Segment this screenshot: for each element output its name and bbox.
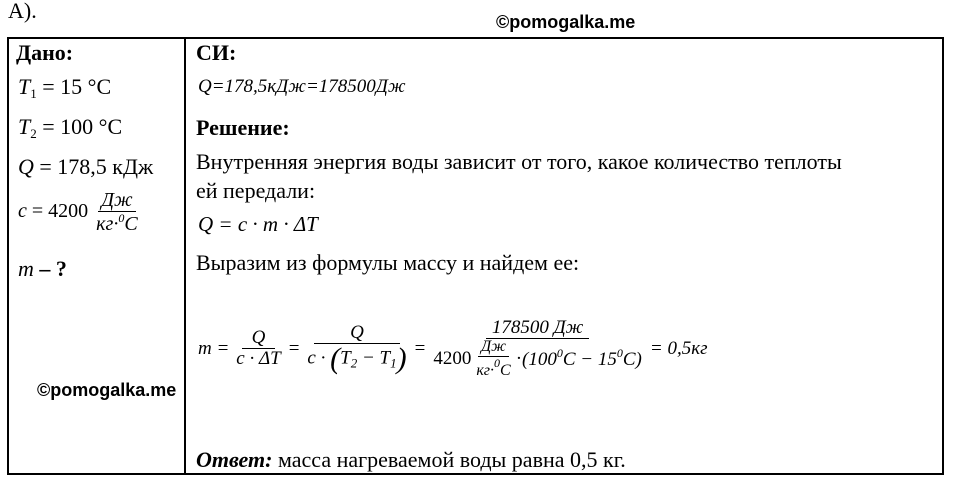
- fraction-3-unit-num: Дж: [478, 339, 509, 357]
- solution-formula: Q = c · m · ΔT: [198, 212, 318, 236]
- c-unit-fraction: [93, 190, 141, 235]
- watermark-top: ©pomogalka.me: [496, 12, 636, 32]
- t2-symbol: T: [18, 114, 31, 139]
- fraction-1-num: Q: [242, 328, 276, 349]
- fraction-3-coef: 4200: [433, 347, 472, 369]
- problem-label: А).: [8, 0, 37, 23]
- answer-line: [196, 447, 626, 473]
- t2-value: = 100 °C: [42, 114, 123, 139]
- fraction-2-t1-sub: 1: [390, 355, 397, 371]
- fraction-3-temp-c: C): [622, 349, 642, 371]
- t1-symbol: T: [18, 74, 31, 99]
- fraction-3-temp-sup-b: 0: [616, 346, 623, 361]
- mass-result: = 0,5кг: [649, 337, 708, 359]
- fraction-3-temp: [522, 347, 642, 371]
- fraction-2: $\frac{Q}{c \cdot (T_2 - T_1)}$: [307, 322, 407, 376]
- fraction-3-unit-sup: 0: [494, 355, 501, 370]
- fraction-3-temp-a: (100: [522, 349, 557, 371]
- watermark-bottom: ©pomogalka.me: [37, 380, 177, 400]
- given-t2: [18, 114, 122, 142]
- fraction-2-t1: T: [379, 347, 391, 369]
- given-c: [18, 190, 141, 235]
- mass-formula: [198, 318, 708, 379]
- column-divider: [184, 37, 186, 475]
- answer-text: масса нагреваемой воды равна 0,5 кг.: [272, 447, 626, 472]
- eq-1: =: [288, 337, 300, 359]
- answer-label: Ответ:: [196, 447, 273, 472]
- fraction-2-num: Q: [314, 323, 400, 344]
- given-q: [18, 154, 153, 180]
- given-title: Дано:: [16, 40, 74, 65]
- given-t1: [18, 74, 111, 102]
- given-find: [18, 256, 67, 282]
- c-unit-den: кг·: [96, 213, 119, 235]
- find-text: – ?: [39, 256, 67, 281]
- t2-sub: 2: [30, 126, 37, 141]
- c-unit-den2: C: [124, 213, 138, 235]
- solution-text-2: ей передали:: [196, 178, 316, 203]
- fraction-1: [233, 328, 283, 370]
- find-symbol: m: [18, 256, 34, 281]
- fraction-3: 178500 Дж 4200 $\frac{Дж}{кг\cdot^0C}$ · $(100^0C - 15^0C)$: [433, 317, 642, 379]
- eq-2: =: [414, 337, 426, 359]
- q-value: = 178,5 кДж: [39, 154, 154, 179]
- c-unit-num: Дж: [98, 190, 135, 212]
- fraction-3-num-text: 178500 Дж: [491, 317, 584, 338]
- fraction-2-den-pre: c ·: [307, 347, 331, 369]
- fraction-1-den: c · ΔT: [236, 347, 281, 369]
- fraction-3-unit: [473, 339, 513, 379]
- fraction-2-minus: −: [357, 347, 380, 369]
- t1-sub: 1: [30, 86, 37, 101]
- t1-value: = 15 °C: [42, 74, 112, 99]
- mass-m: m =: [198, 337, 230, 359]
- solution-text-3: Выразим из формулы массу и найдем ее:: [196, 250, 580, 275]
- fraction-2-t2: T: [340, 347, 351, 369]
- fraction-3-temp-b: C − 15: [562, 349, 617, 371]
- c-symbol: c: [18, 200, 27, 223]
- fraction-3-temp-sup-a: 0: [556, 346, 563, 361]
- fraction-2-t2-sub: 2: [350, 355, 358, 371]
- c-eq: = 4200: [31, 200, 89, 223]
- fraction-3-unit-den2: C: [500, 361, 511, 379]
- si-line: Q=178,5кДж=178500Дж: [198, 76, 406, 97]
- c-unit-sup: 0: [118, 211, 125, 225]
- solution-text-1: Внутренняя энергия воды зависит от того, какое количество теплоты: [196, 149, 842, 174]
- q-symbol: Q: [18, 154, 34, 179]
- fraction-3-num: [486, 318, 590, 339]
- solution-title: Решение:: [196, 115, 290, 140]
- si-title: СИ:: [196, 40, 237, 65]
- fraction-3-unit-den: кг·: [476, 361, 495, 379]
